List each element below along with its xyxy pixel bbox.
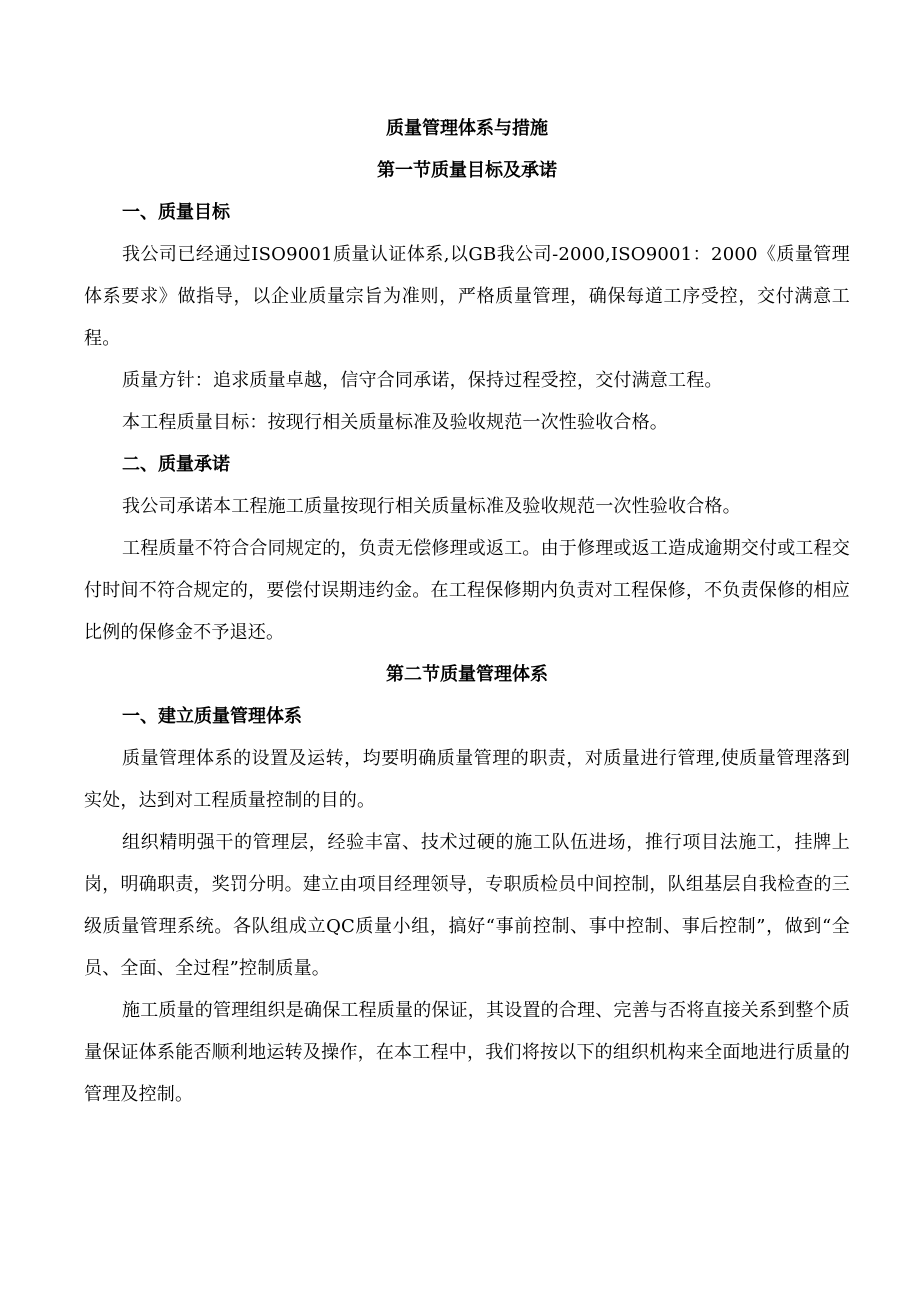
paragraph: 质量方针：追求质量卓越，信守合同承诺，保持过程受控，交付满意工程。 bbox=[122, 370, 723, 391]
paragraph: 本工程质量目标：按现行相关质量标准及验收规范一次性验收合格。 bbox=[122, 412, 668, 433]
section-title: 第一节质量目标及承诺 bbox=[377, 160, 557, 181]
section-heading: 二、质量承诺 bbox=[122, 454, 230, 475]
section-heading: 一、建立质量管理体系 bbox=[122, 706, 302, 727]
paragraph: 质量管理体系的设置及运转，均要明确质量管理的职责，对质量进行管理,使质量管理落到实处，达到对工程质量控制的目的。 bbox=[84, 748, 850, 811]
paragraph: 我公司承诺本工程施工质量按现行相关质量标准及验收规范一次性验收合格。 bbox=[122, 496, 741, 517]
paragraph: 我公司已经通过ISO9001质量认证体系,以GB我公司-2000,ISO9001：2000《质量管理体系要求》做指导，以企业质量宗旨为准则，严格质量管理，确保每道工序受控，交付满意工程。 bbox=[84, 244, 850, 349]
paragraph: 组织精明强干的管理层，经验丰富、技术过硬的施工队伍进场，推行项目法施工，挂牌上岗，明确职责，奖罚分明。建立由项目经理领导，专职质检员中间控制，队组基层自我检查的三级质量管理系统。各队组成立QC质量小组，搞好“事前控制、事中控制、事后控制”，做到“全员、全面、全过程”控制质量。 bbox=[84, 832, 850, 979]
document-title: 质量管理体系与措施 bbox=[386, 118, 548, 139]
paragraph: 施工质量的管理组织是确保工程质量的保证，其设置的合理、完善与否将直接关系到整个质量保证体系能否顺利地运转及操作，在本工程中，我们将按以下的组织机构来全面地进行质量的管理及控制。 bbox=[84, 1000, 850, 1105]
paragraph: 工程质量不符合合同规定的，负责无偿修理或返工。由于修理或返工造成逾期交付或工程交付时间不符合规定的，要偿付误期违约金。在工程保修期内负责对工程保修，不负责保修的相应比例的保修金不予退还。 bbox=[84, 538, 850, 643]
section-heading: 一、质量目标 bbox=[122, 202, 230, 223]
section-title: 第二节质量管理体系 bbox=[386, 664, 548, 685]
